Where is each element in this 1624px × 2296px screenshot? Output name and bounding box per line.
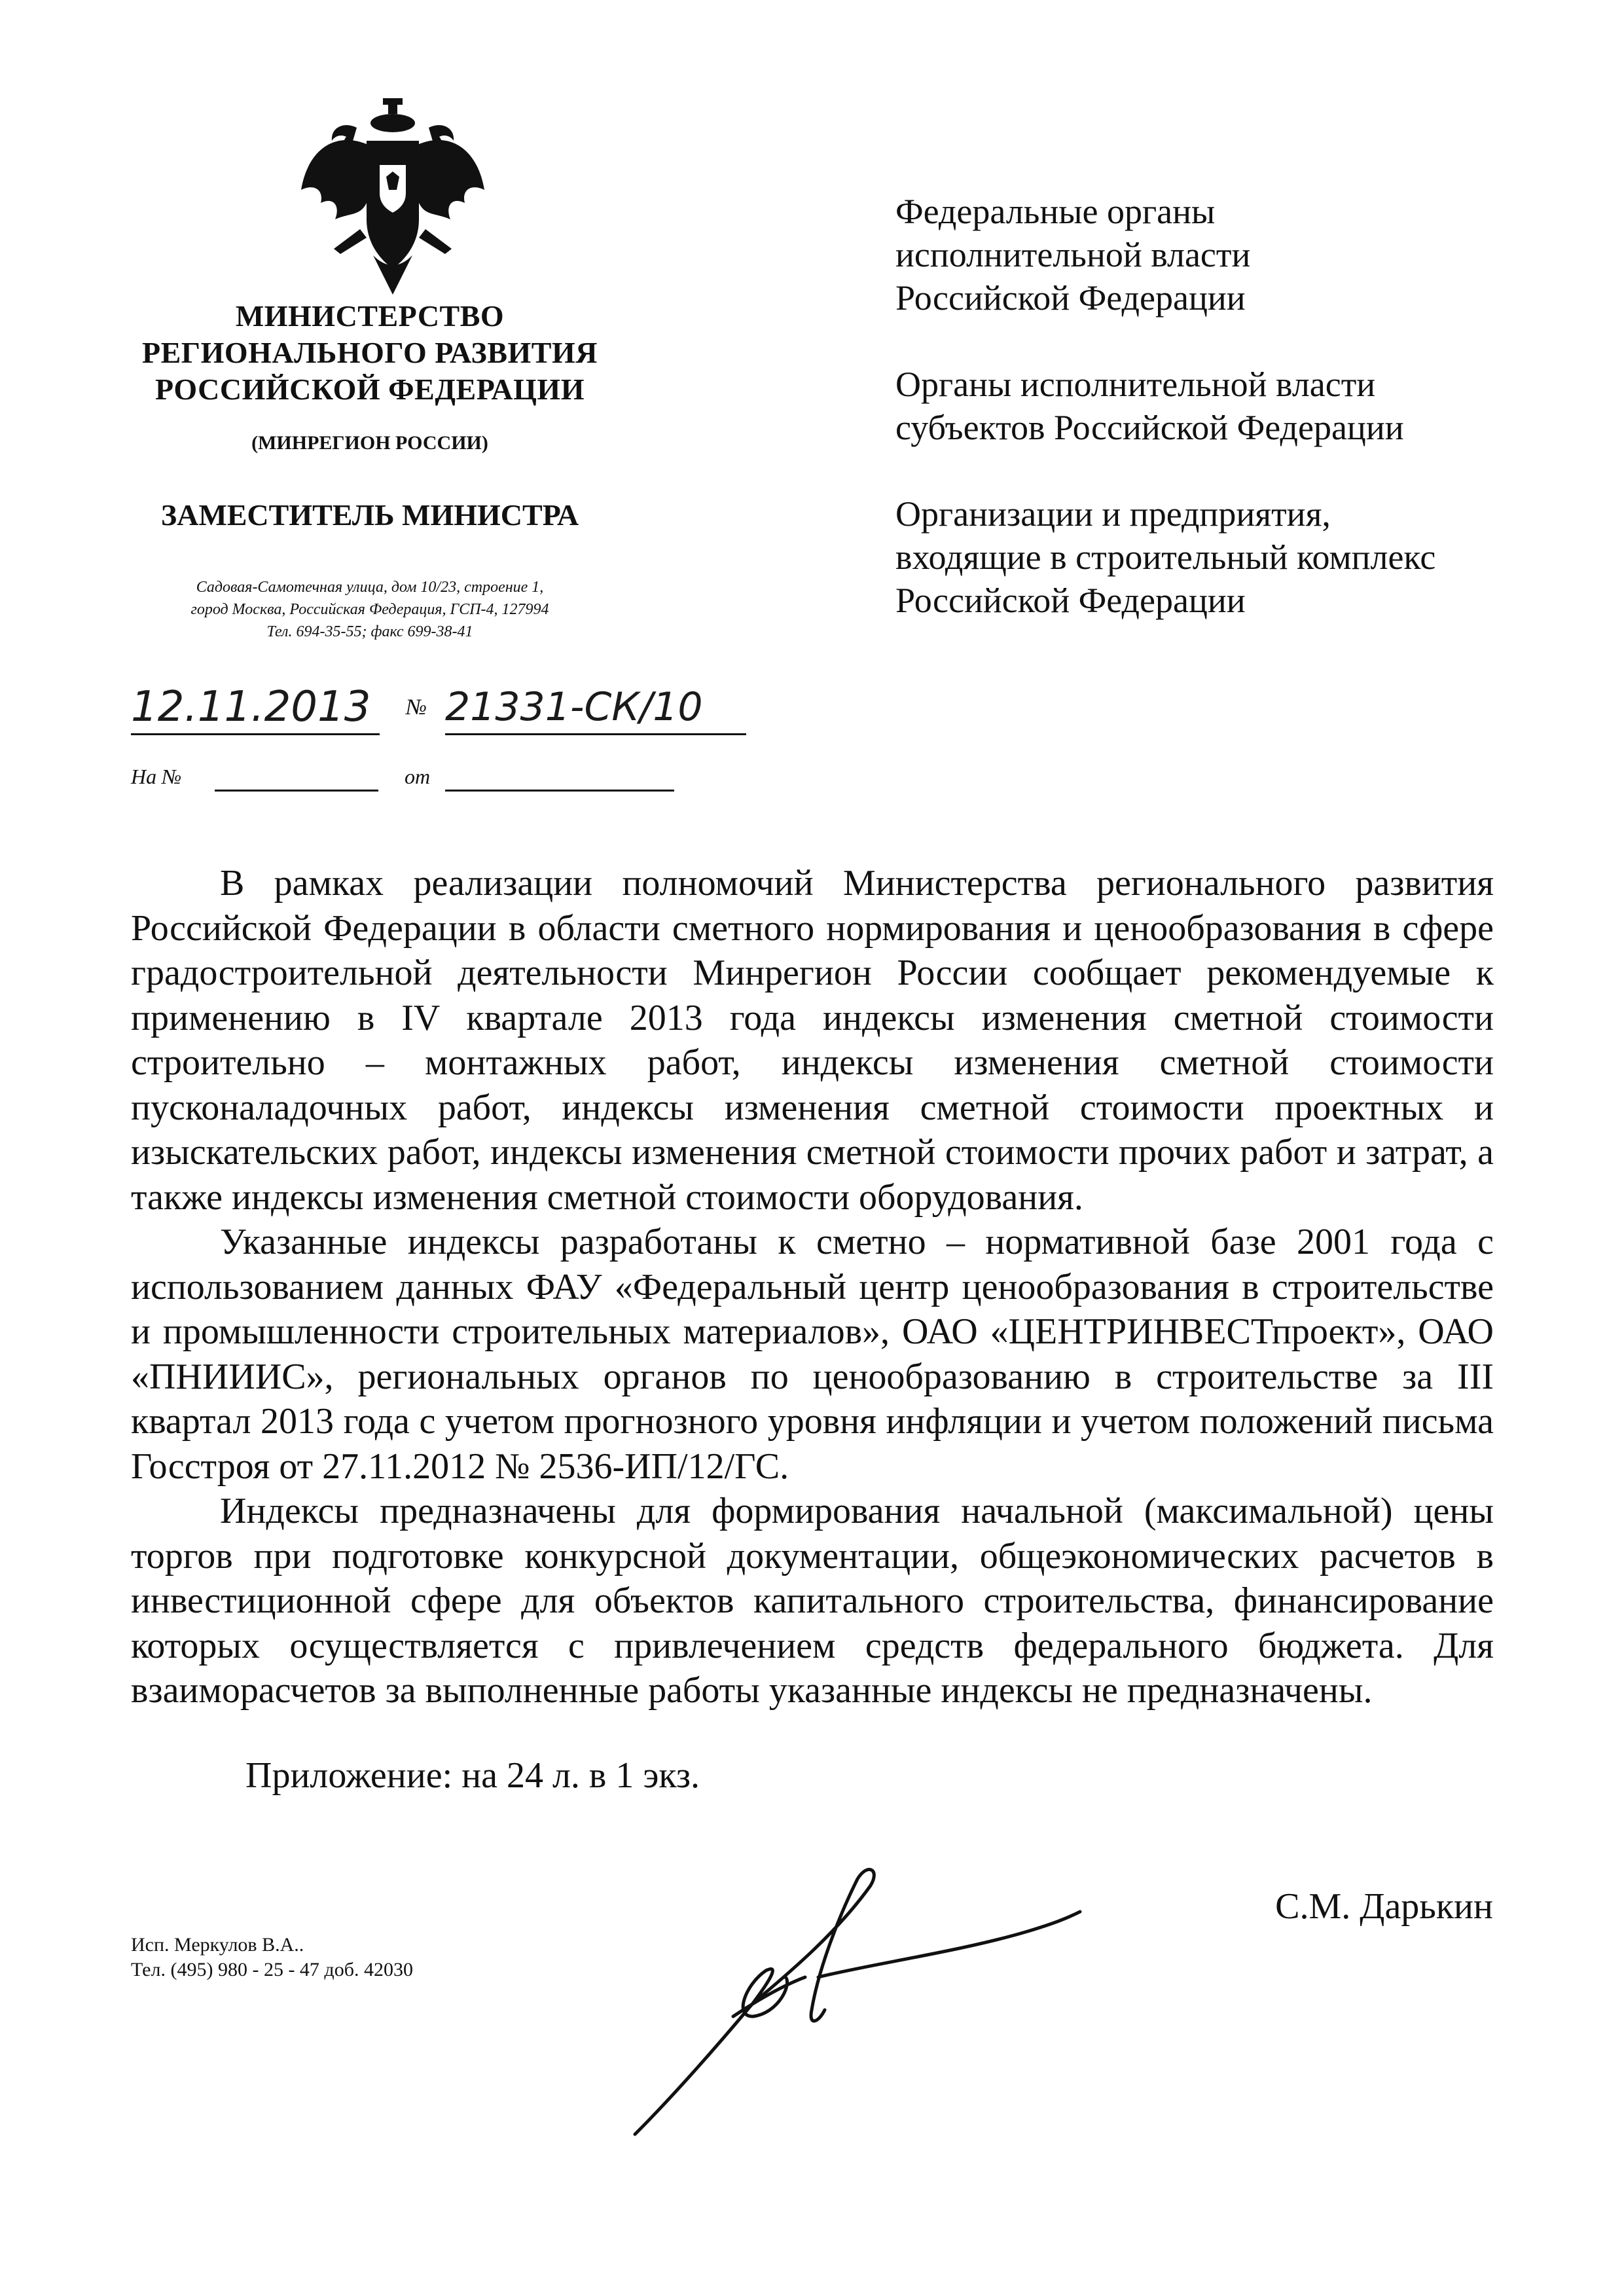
executor-phone: Тел. (495) 980 - 25 - 47 доб. 42030 [131, 1959, 413, 1980]
number-label: № [406, 695, 427, 720]
addressee-line: Федеральные органы [895, 192, 1216, 231]
reference-from-label: от [405, 765, 431, 788]
signatory-position: ЗАМЕСТИТЕЛЬ МИНИСТРА [160, 498, 579, 532]
address-line: Садовая-Самотечная улица, дом 10/23, строение 1, [196, 579, 544, 596]
addressee-line: Организации и предприятия, [895, 494, 1331, 534]
registration-date: 12.11.2013 [131, 681, 380, 735]
ministry-address [111, 576, 628, 643]
body-paragraph: В рамках реализации полномочий Министерства регионального развития Российской Федерации в области сметного нормирования и ценообразования в сфере градостроительной деятельности Минрегион России сообщает рекомендуемые к применению в IV квартале 2013 года индексы изменения сметной стоимости строительно – монтажных работ, индексы изменения сметной стоимости пусконаладочных работ, индексы изменения сметной стоимости проектных и изыскательских работ, индексы изменения сметной стоимости прочих работ и затрат, а также индексы изменения сметной стоимости оборудования. [131, 863, 1494, 1218]
addressee-group [895, 492, 1550, 622]
addressee-line: Органы исполнительной власти [895, 365, 1376, 404]
address-line: город Москва, Российская Федерация, ГСП-4, 127994 [190, 601, 549, 618]
executor-info [131, 1933, 413, 1982]
signer-name: С.М. Дарькин [1275, 1886, 1493, 1927]
executor-name: Исп. Меркулов В.А.. [131, 1934, 304, 1956]
body-paragraph: Индексы предназначены для формирования начальной (максимальной) цены торгов при подготовке конкурсной документации, общеэкономических расчетов в инвестиционной сфере для объектов капитального строительства, финансирование которых осуществляется с привлечением средств федерального бюджета. Для взаиморасчетов за выполненные работы указанные индексы не предназначены. [131, 1491, 1494, 1711]
registration-line [131, 681, 759, 740]
addressee-line: входящие в строительный комплекс [895, 538, 1436, 577]
address-line: Тел. 694-35-55; факс 699-38-41 [266, 623, 473, 640]
addressee-line: Российской Федерации [895, 278, 1246, 318]
body-paragraph: Указанные индексы разработаны к сметно – нормативной базе 2001 года с использованием данных ФАУ «Федеральный центр ценообразования в строительстве и промышленности строительных материалов», ОАО «ЦЕНТРИНВЕСТпроект», ОАО «ПНИИИС», региональных органов по ценообразованию в строительстве за III квартал 2013 года с учетом прогнозного уровня инфляции и учетом положений письма Госстроя от 27.11.2012 № 2536-ИП/12/ГС. [131, 1222, 1494, 1487]
letter-body [131, 861, 1494, 1713]
ministry-abbreviation: (МИНРЕГИОН РОССИИ) [251, 432, 488, 454]
addressee-group [895, 363, 1550, 449]
addressee-line: Российской Федерации [895, 581, 1246, 620]
coat-of-arms-emblem [295, 92, 491, 301]
ministry-line: МИНИСТЕРСТВО [235, 299, 505, 333]
addressee-line: субъектов Российской Федерации [895, 408, 1404, 447]
handwritten-signature [622, 1846, 1178, 2141]
ministry-line: РЕГИОНАЛЬНОГО РАЗВИТИЯ [142, 336, 598, 369]
ministry-line: РОССИЙСКОЙ ФЕДЕРАЦИИ [155, 373, 585, 406]
attachment-note: Приложение: на 24 л. в 1 экз. [245, 1755, 700, 1796]
ministry-name [111, 298, 628, 408]
reference-line [131, 765, 674, 791]
addressee-line: исполнительной власти [895, 235, 1251, 274]
addressee-group [895, 190, 1550, 319]
reference-number-blank [215, 790, 378, 792]
reference-date-blank [445, 790, 674, 792]
addressees [895, 190, 1550, 665]
registration-number: 21331-СК/10 [445, 681, 746, 735]
reference-label: На № [131, 765, 182, 788]
